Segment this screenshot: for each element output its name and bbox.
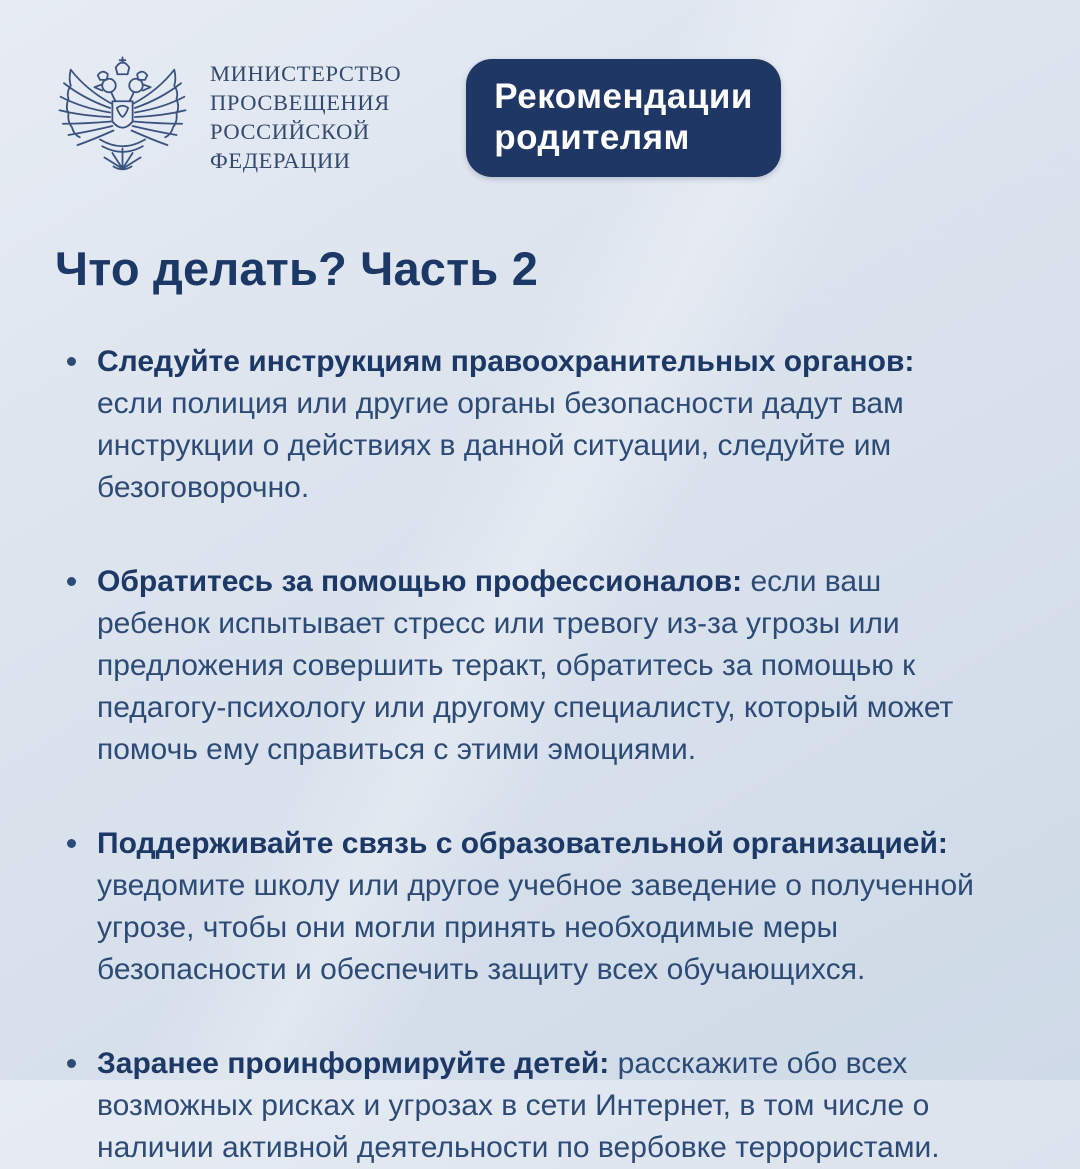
bullet-lead: Следуйте инструкциям правоохранительных органов: xyxy=(97,344,915,378)
bullet-lead: Обратитесь за помощью профессионалов: xyxy=(97,564,743,598)
ministry-name-line: МИНИСТЕРСТВО xyxy=(210,61,402,86)
list-item xyxy=(55,1043,980,1169)
ministry-name-line: ФЕДЕРАЦИИ xyxy=(210,148,351,173)
badge-line: Рекомендации xyxy=(494,77,753,116)
bullet-lead: Поддерживайте связь с образовательной организацией: xyxy=(97,826,948,860)
page-title: Что делать? Часть 2 xyxy=(55,242,539,295)
bullet-dot xyxy=(67,357,76,366)
bullet-dot xyxy=(67,1059,76,1068)
list-item xyxy=(55,823,980,991)
bullet-lead: Заранее проинформируйте детей: xyxy=(97,1046,610,1080)
ministry-name-line: ПРОСВЕЩЕНИЯ xyxy=(210,90,390,115)
bullet-text: расскажите обо всех возможных рисках и угрозах в сети Интернет, в том числе о наличии активной деятельности по вербовке террористами. xyxy=(97,1046,940,1164)
list-item xyxy=(55,341,980,509)
list-item xyxy=(55,561,980,771)
bullet-dot xyxy=(67,577,76,586)
ministry-name xyxy=(210,45,401,175)
bullet-text: уведомите школу или другое учебное заведение о полученной угрозе, чтобы они могли принять необходимые меры безопасности и обеспечить защиту всех обучающихся. xyxy=(97,868,974,986)
audience-badge xyxy=(466,59,781,177)
header xyxy=(55,45,1025,180)
bullet-text: если ваш ребенок испытывает стресс или тревогу из-за угрозы или предложения совершить теракт, обратитесь за помощью к педагогу-психологу или другому специалисту, который может помочь ему справиться с этими эмоциями. xyxy=(97,564,954,766)
bullet-text: если полиция или другие органы безопасности дадут вам инструкции о действиях в данной ситуации, следуйте им безоговорочно. xyxy=(97,386,904,504)
recommendations-list xyxy=(55,341,980,1169)
ministry-name-line: РОССИЙСКОЙ xyxy=(210,119,370,144)
bullet-dot xyxy=(67,839,76,848)
ministry-emblem-eagle-icon xyxy=(55,45,190,180)
badge-line: родителям xyxy=(494,118,690,157)
